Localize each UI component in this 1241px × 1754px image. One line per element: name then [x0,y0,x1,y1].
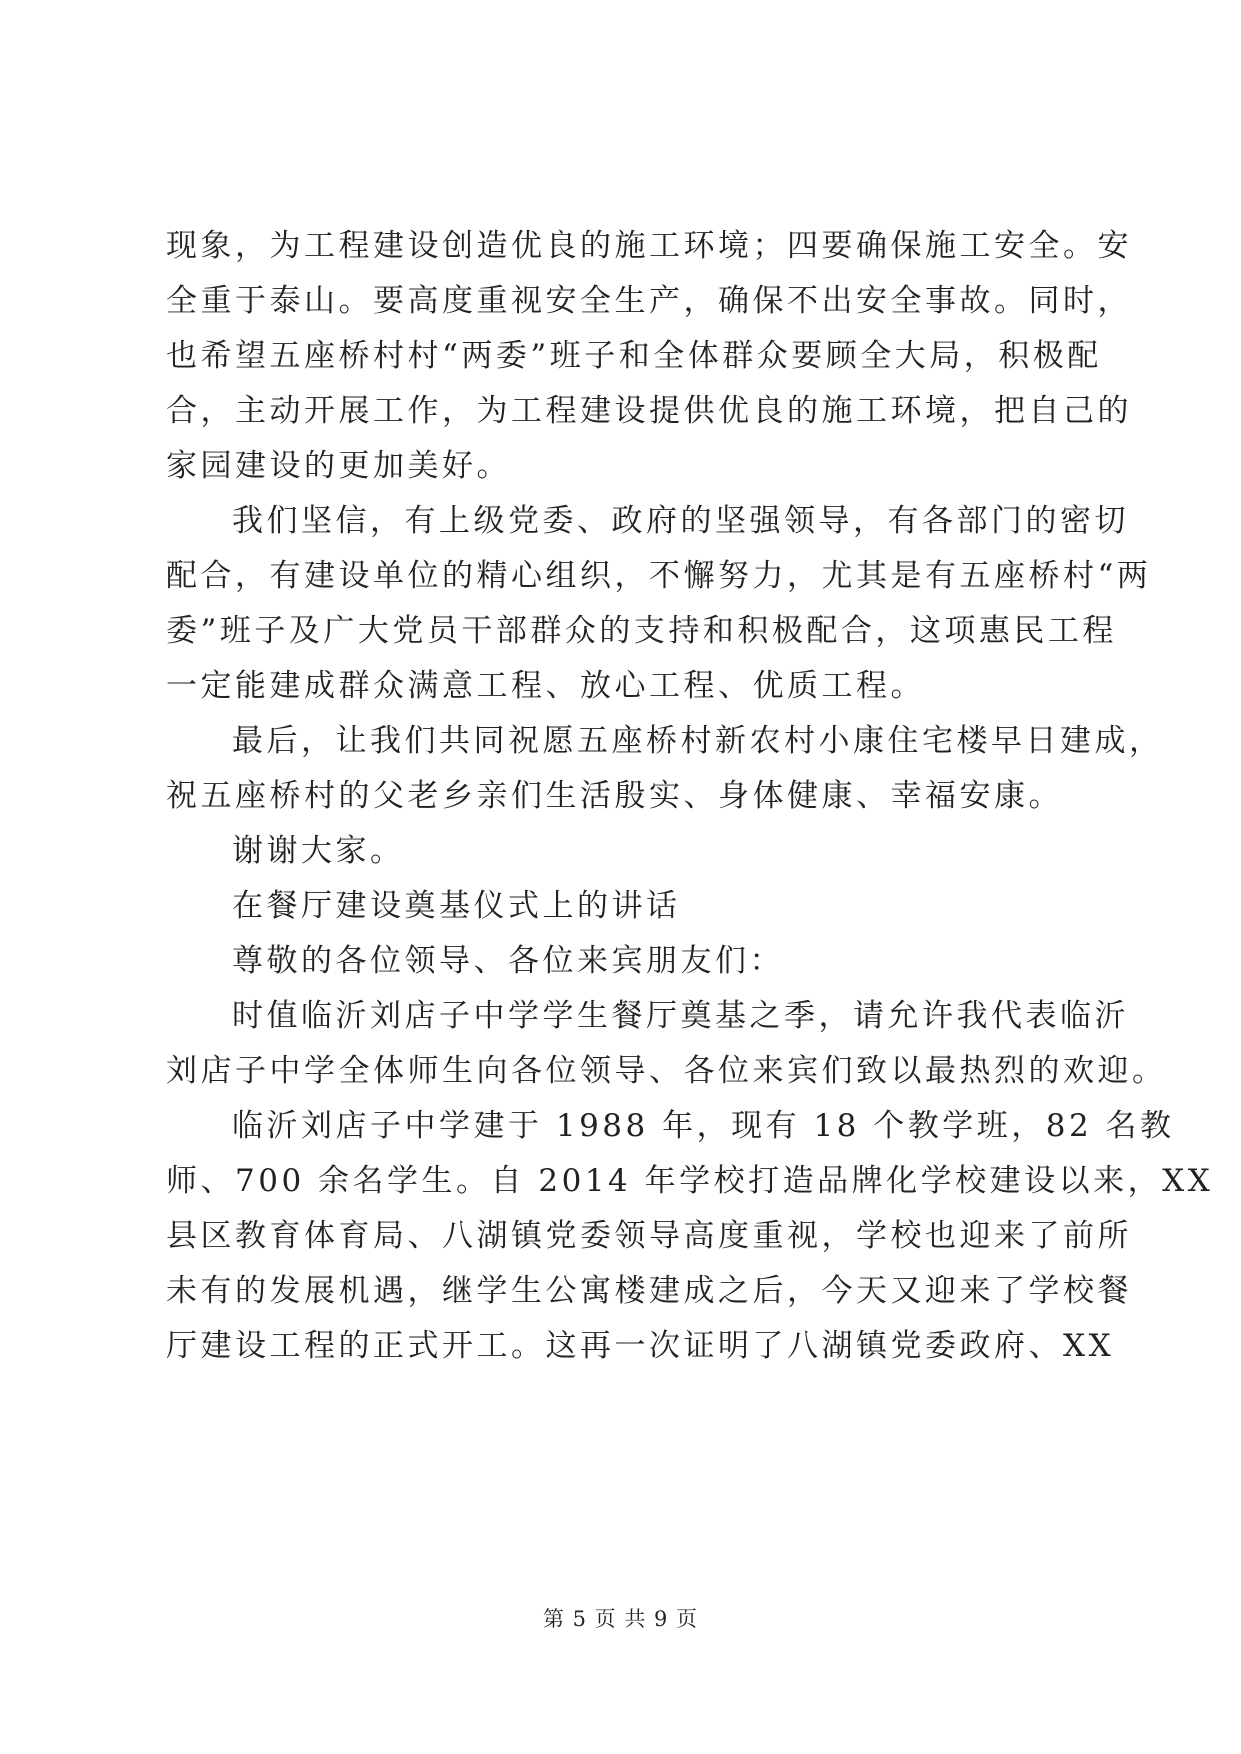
page-number-footer: 第 5 页 共 9 页 [542,1607,699,1631]
text-line: 合，主动开展工作，为工程建设提供优良的施工环境，把自己的 [166,393,1132,429]
paragraph-first-line: 我们坚信，有上级党委、政府的坚强领导，有各部门的密切 [232,503,1129,539]
text-line: 师、700 余名学生。自 2014 年学校打造品牌化学校建设以来，XX [166,1163,1214,1199]
text-line: 县区教育体育局、八湖镇党委领导高度重视，学校也迎来了前所 [166,1218,1132,1254]
text-line: 祝五座桥村的父老乡亲们生活殷实、身体健康、幸福安康。 [166,778,1063,814]
salutation: 尊敬的各位领导、各位来宾朋友们： [232,943,784,979]
text-line: 未有的发展机遇，继学生公寓楼建成之后，今天又迎来了学校餐 [166,1273,1132,1309]
speech-title: 在餐厅建设奠基仪式上的讲话 [232,888,681,924]
text-line: 一定能建成群众满意工程、放心工程、优质工程。 [166,668,925,704]
paragraph-first-line: 时值临沂刘店子中学学生餐厅奠基之季，请允许我代表临沂 [232,998,1129,1034]
paragraph-first-line: 最后，让我们共同祝愿五座桥村新农村小康住宅楼早日建成， [232,723,1164,759]
text-line: 全重于泰山。要高度重视安全生产，确保不出安全事故。同时， [166,283,1132,319]
paragraph-first-line: 谢谢大家。 [232,833,405,869]
text-line: 配合，有建设单位的精心组织，不懈努力，尤其是有五座桥村“两 [166,558,1152,594]
text-line: 刘店子中学全体师生向各位领导、各位来宾们致以最热烈的欢迎。 [166,1053,1167,1089]
text-line: 现象，为工程建设创造优良的施工环境；四要确保施工安全。安 [166,228,1132,264]
paragraph-first-line: 临沂刘店子中学建于 1988 年，现有 18 个教学班，82 名教 [232,1108,1175,1144]
text-line: 委”班子及广大党员干部群众的支持和积极配合，这项惠民工程 [166,613,1117,649]
text-line: 家园建设的更加美好。 [166,448,511,484]
text-line: 也希望五座桥村村“两委”班子和全体群众要顾全大局，积极配 [166,338,1102,374]
text-line: 厅建设工程的正式开工。这再一次证明了八湖镇党委政府、XX [166,1328,1115,1364]
